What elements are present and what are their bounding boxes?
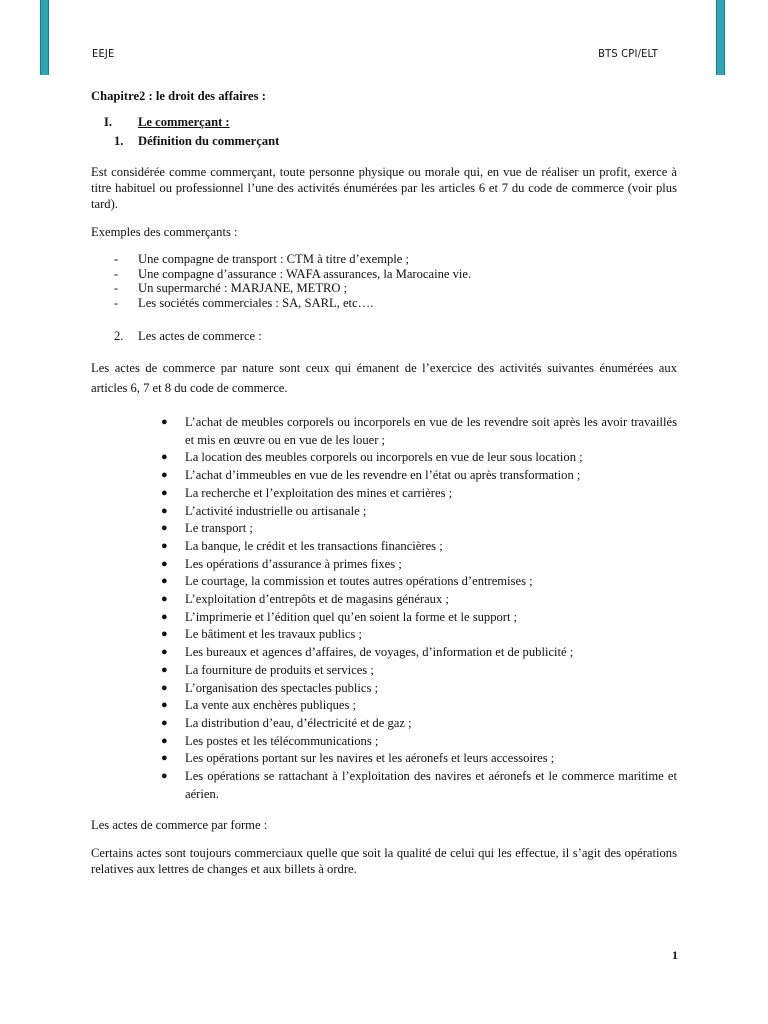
list-item-text: L’exploitation d’entrepôts et de magasins généraux ; [185,592,449,607]
bullet-icon: ● [161,469,168,482]
list-item [161,591,677,609]
list-item-text: L’imprimerie et l’édition quel qu’en soient la forme et le support ; [185,609,518,624]
list-item [161,573,677,591]
list-item-text: Les bureaux et agences d’affaires, de voyages, d’information et de publicité ; [185,645,574,660]
list-item-text: La distribution d’eau, d’électricité et de gaz ; [185,715,412,730]
list-item [161,768,677,803]
bullet-icon: ● [161,451,168,464]
forme-intro: Les actes de commerce par forme : [91,818,268,833]
list-item-text: La vente aux enchères publiques ; [185,698,356,713]
list-item [161,697,677,715]
bullet-icon: ● [161,646,168,659]
bullet-icon: ● [161,593,168,606]
list-item-text: Le courtage, la commission et toutes autres opérations d’entremises ; [185,574,533,589]
list-item-text: La banque, le crédit et les transactions financières ; [185,538,443,553]
section-title: Le commerçant : [138,115,230,129]
list-item-text: Le transport ; [185,521,253,536]
list-item-text: Les sociétés commerciales : SA, SARL, etc…. [138,295,374,310]
examples-intro: Exemples des commerçants : [91,225,238,239]
list-item-text: Les opérations portant sur les navires et les aéronefs et leurs accessoires ; [185,751,555,766]
actes-intro-paragraph: Les actes de commerce par nature sont ceux qui émanent de l’exercice des activités suivantes énumérées aux articles 6, 7 et 8 du code de commerce. [91,361,677,395]
list-item: - Une compagne d’assurance : WAFA assurances, la Marocaine vie. [114,266,472,281]
list-item-text: La fourniture de produits et services ; [185,662,374,677]
list-item-text: Les opérations d’assurance à primes fixes ; [185,556,402,571]
examples-list [91,252,677,310]
bullet-icon: ● [161,770,168,783]
subsection-number: 1. [114,134,124,148]
list-item-text: L’achat d’immeubles en vue de les revendre en l’état ou après transformation ; [185,468,581,483]
list-item-text: Une compagne de transport : CTM à titre d’exemple ; [138,252,410,266]
list-item [161,662,677,680]
document-body [91,88,677,889]
left-decorative-bar [40,0,49,75]
section-number: I. [104,115,113,129]
bullet-icon: ● [161,716,168,729]
chapter-title: Chapitre2 : le droit des affaires : [91,89,266,103]
list-item-text: L’achat de meubles corporels ou incorporels en vue de les revendre soit après les avoir travaillés et mis en œuvre ou en vue de les louer ; [185,415,677,447]
list-item [161,449,677,467]
header-left-text: EEJE [92,47,115,60]
bullet-icon: ● [161,663,168,676]
bullet-icon: ● [161,539,168,552]
bullet-icon: ● [161,522,168,535]
page-number: 1 [672,948,678,962]
list-item-text: L’organisation des spectacles publics ; [185,680,379,695]
list-item [161,520,677,538]
forme-paragraph: Certains actes sont toujours commerciaux quelle que soit la qualité de celui qui les effectue, il s’agit des opérations relatives aux lettres de changes et aux billets à ordre. [91,846,677,877]
list-item [161,715,677,733]
section-heading [91,114,677,130]
list-item [161,644,677,662]
list-item-text: La location des meubles corporels ou incorporels en vue de leur sous location ; [185,450,583,465]
list-item [161,680,677,698]
list-item [161,414,677,449]
bullet-icon: ● [161,681,168,694]
bullet-icon: ● [161,575,168,588]
list-item: - Une compagne de transport : CTM à titre d’exemple ; [114,252,410,266]
bullet-icon: ● [161,699,168,712]
list-item [161,538,677,556]
header-right-text: BTS CPI/ELT [598,47,658,60]
bullet-icon: ● [161,504,168,517]
list-item-text: Un supermarché : MARJANE, METRO ; [138,281,348,295]
list-item-text: Les opérations se rattachant à l’exploitation des navires et aéronefs et le commerce maritime et aérien. [185,769,677,801]
bullet-icon: ● [161,416,168,428]
list-item-text: L’activité industrielle ou artisanale ; [185,503,367,518]
list-item [161,485,677,503]
bullet-icon: ● [161,734,168,747]
list-item [161,556,677,574]
bullet-icon: ● [161,610,168,623]
page-header [92,47,658,63]
bullet-icon: ● [161,628,168,641]
subsection-title: Les actes de commerce : [138,329,262,343]
list-item [161,750,677,768]
list-item: - Les sociétés commerciales : SA, SARL, etc…. [114,295,374,310]
subsection-heading-definition [91,133,677,149]
right-decorative-bar [716,0,725,75]
list-item-text: Le bâtiment et les travaux publics ; [185,627,362,642]
list-item [161,609,677,627]
bullet-icon: ● [161,557,168,570]
list-item-text: Les postes et les télécommunications ; [185,733,379,748]
list-item [161,626,677,644]
list-item [161,503,677,521]
subsection-number: 2. [114,329,124,343]
bullet-icon: ● [161,486,168,499]
definition-paragraph: Est considérée comme commerçant, toute personne physique ou morale qui, en vue de réaliser un profit, exerce à titre habituel ou professionnel l’une des activités énumérées par les articles 6 et 7 du code de commerce (voir plus tard). [91,165,677,211]
bullet-icon: ● [161,752,168,765]
subsection-title: Définition du commerçant [138,134,280,148]
list-item-text: Une compagne d’assurance : WAFA assurances, la Marocaine vie. [138,266,472,281]
list-item: - Un supermarché : MARJANE, METRO ; [114,281,348,295]
list-item [161,467,677,485]
activities-list [91,414,677,803]
list-item [161,733,677,751]
list-item-text: La recherche et l’exploitation des mines et carrières ; [185,485,453,500]
subsection-heading-actes [91,328,677,344]
